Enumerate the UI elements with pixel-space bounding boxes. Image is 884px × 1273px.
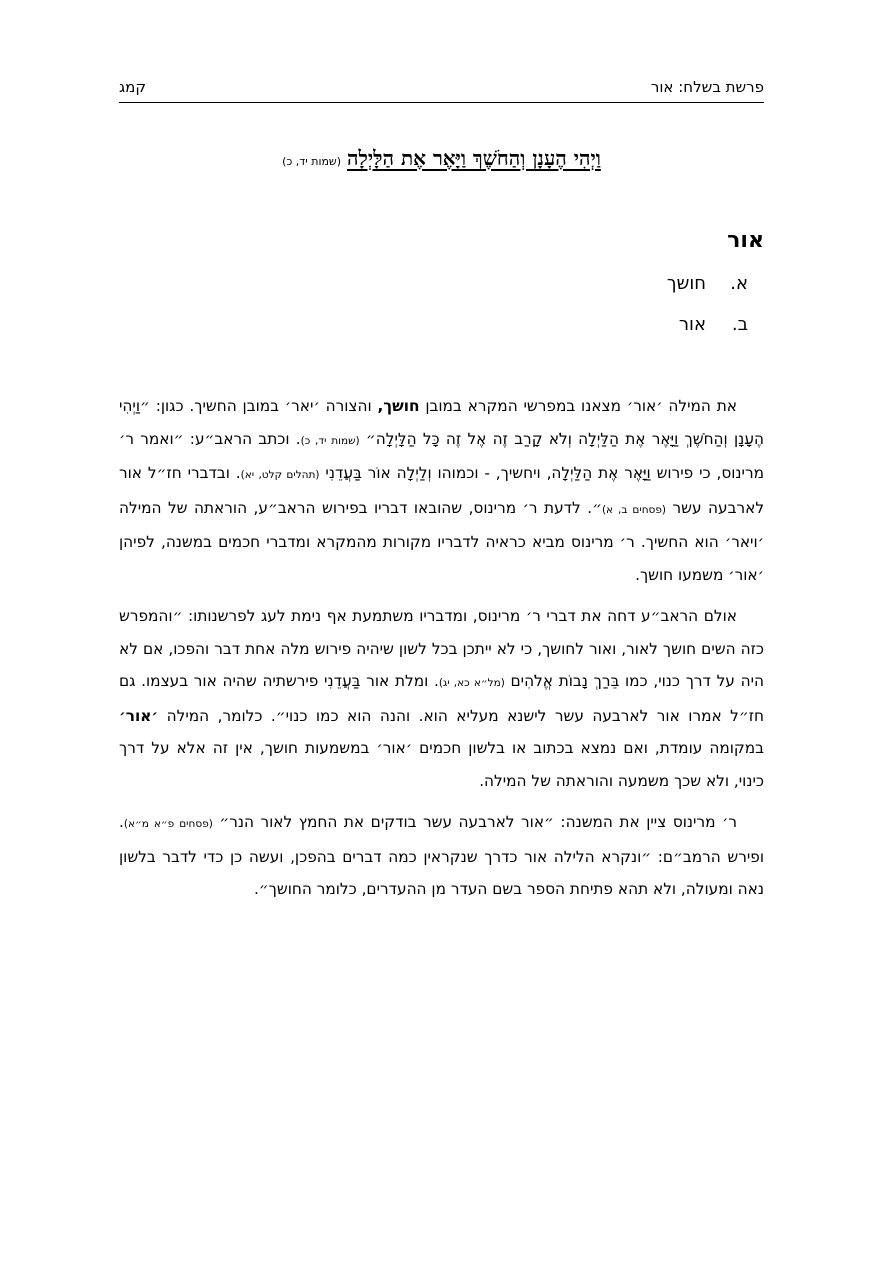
verse-heading [119, 144, 764, 176]
outline-list [464, 270, 764, 352]
bold-term: חושך, [377, 397, 420, 415]
header-page-number: קמג [119, 78, 147, 96]
text-run: . ובדברי חז״ל אור לארבעה עשר [119, 464, 765, 517]
paragraph-3 [119, 806, 764, 906]
outline-item [464, 311, 764, 352]
text-run: אולם הראב״ע דחה את דברי ר׳ מרינוס, ומדבריו משתמעת אף נימת לעג לפרשנותו: ״והמפרש כזה השים חושך לאור, ואור לחושך, כי לא ייתכן בכל לשון שיהיה פירוש מלה אחת דבר והפכו, אם לא היה על דרך כנוי, כמו בֵּרַךְ נָבוֹת אֱלֹהִים [119, 607, 764, 690]
text-run: ר׳ מרינוס ציין את המשנה: ״אור לארבעה עשר בודקים את החמץ לאור הנר״ [212, 813, 737, 831]
bold-term: ׳אור׳ [119, 706, 159, 725]
text-run: את המילה ׳אור׳ מצאנו במפרשי המקרא במובן [419, 397, 738, 415]
paragraph-1 [119, 390, 764, 591]
outline-item-letter: א. [730, 273, 748, 294]
running-header [119, 76, 764, 103]
text-run: . ומלת אור בַּעֲדֵנִי פירשתיה שהיה אור בעצמו. גם חז״ל אמרו אור לארבעה עשר לישנא מעליא הוא. והנה הוא כמו כנוי״. כלומר, המילה [119, 672, 764, 725]
citation: (פסחים פ״א מ״א) [123, 818, 213, 830]
text-run: . ופירש הרמב״ם: ״ונקרא הלילה אור כדרך שנקראין כמה דברים בהפכן, ועשה כן כדי לדבר בלשון נאה ומעולה, ולא תהא פתיחת הספר בשם העדר מן ההעדרים, כלומר החושך״. [119, 813, 764, 898]
text-run: . וכתב הראב״ע: ״ואמר ר׳ מרינוס, כי פירוש וַיָּאֶר אֶת הַלַּיְלָה, ויחשיך, - וכמוהו וְלַיְלָה אוֹר בַּעֲדֵנִי [119, 429, 765, 482]
citation: (שמות יד, כ) [300, 434, 360, 447]
citation: (תהלים קלט, יא) [240, 469, 320, 481]
chapter-title: אור [727, 228, 764, 253]
outline-item [464, 270, 764, 311]
header-section-title: פרשת בשלח: אור [650, 78, 764, 96]
text-run: במקומה עומדת, ואם נמצא בכתוב או בלשון חכמים ׳אור׳ במשמעות חושך, אין זה אלא על דרך כינוי, ולא שכך משמעה והוראתה של המילה. [119, 739, 764, 790]
body-text [119, 390, 764, 915]
verse-text: וַיְהִי הֶעָנָן וְהַחֹשֶׁךְ וַיָּאֶר אֶת הַלָּיְלָה [347, 146, 601, 170]
outline-item-letter: ב. [731, 314, 748, 335]
citation: (פסחים ב, א) [601, 503, 667, 516]
text-run: ״. לדעת ר׳ מרינוס, שהובאו דבריו בפירוש הראב״ע, הוראתה של המילה ׳ויאר׳ הוא החשיך. ר׳ מרינוס מביא כראיה לדבריו מקורות מהמקרא ומדברי חכמים במשנה, לפיהן ׳אור׳ משמעו חושך. [119, 498, 764, 584]
outline-item-text: חושך [666, 273, 706, 294]
citation: (מל״א כא, יג) [438, 677, 505, 689]
paragraph-2 [119, 600, 764, 797]
verse-source: (שמות יד, כ) [282, 155, 342, 168]
text-run: והצורה ׳יאר׳ במובן החשיך. כגון: ״וַיְהִי הֶעָנָן וְהַחֹשֶׁךְ וַיָּאֶר אֶת הַלַּיְלָה וְלֹא קָרַב זֶה אֶל זֶה כָּל הַלָּיְלָה״ [119, 397, 765, 448]
outline-item-text: אור [678, 314, 706, 335]
